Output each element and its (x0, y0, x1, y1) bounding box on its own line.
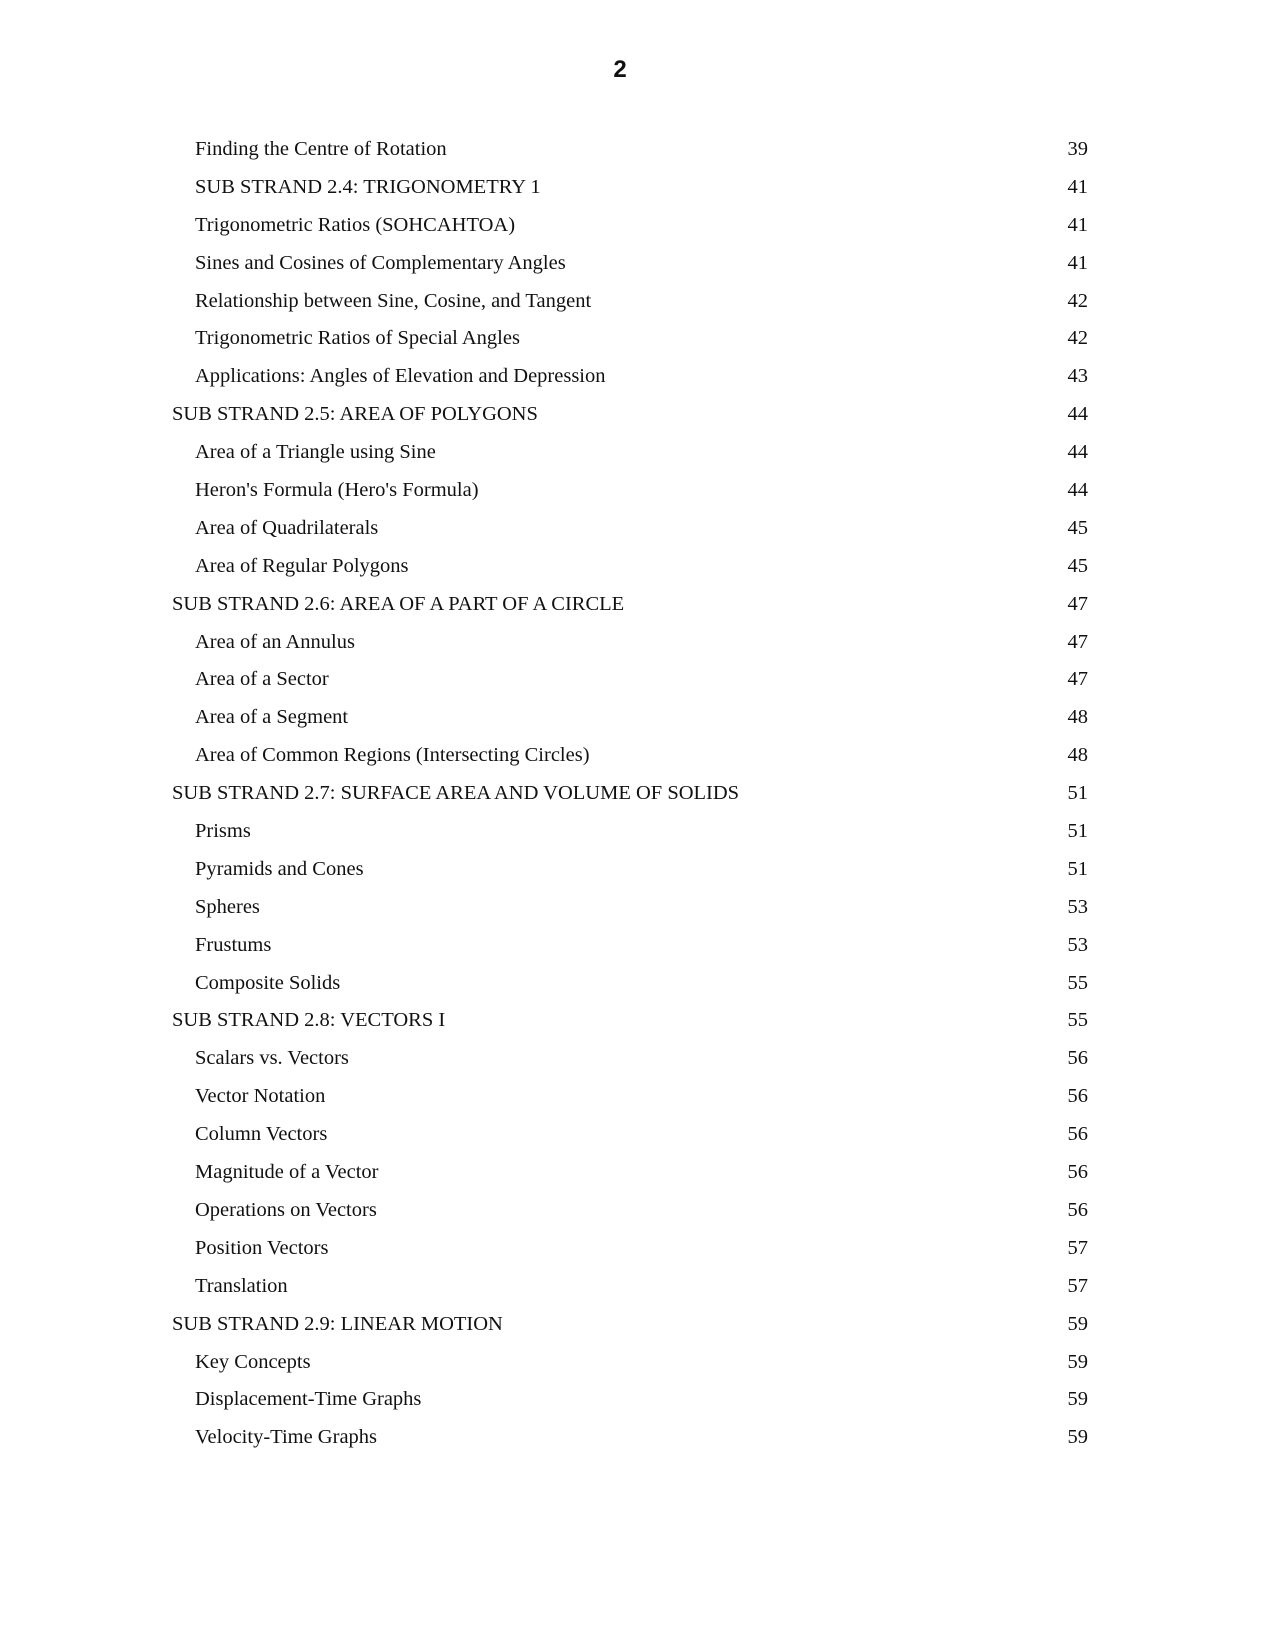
toc-entry-page: 56 (1067, 1123, 1088, 1146)
toc-entry-page: 43 (1067, 365, 1088, 388)
toc-entry[interactable] (195, 358, 1088, 396)
toc-entry-page: 53 (1067, 895, 1088, 918)
toc-entry-title: Pyramids and Cones (195, 857, 364, 880)
toc-entry-title: SUB STRAND 2.4: TRIGONOMETRY 1 (195, 175, 541, 198)
toc-entry-title: Scalars vs. Vectors (195, 1047, 349, 1070)
toc-entry-page: 56 (1067, 1198, 1088, 1221)
toc-entry-page: 56 (1067, 1047, 1088, 1070)
toc-entry[interactable] (195, 889, 1088, 927)
toc-entry-page: 56 (1067, 1085, 1088, 1108)
toc-entry-page: 57 (1067, 1274, 1088, 1297)
toc-entry-page: 51 (1067, 820, 1088, 843)
toc-entry[interactable] (195, 1116, 1088, 1154)
toc-entry[interactable] (195, 1344, 1088, 1382)
toc-entry-page: 44 (1067, 479, 1088, 502)
toc-entry-page: 42 (1067, 327, 1088, 350)
toc-entry-title: Position Vectors (195, 1236, 329, 1259)
toc-entry[interactable] (195, 245, 1088, 283)
toc-entry-title: Sines and Cosines of Complementary Angles (195, 251, 566, 274)
toc-entry[interactable] (195, 927, 1088, 965)
toc-entry-title: Spheres (195, 895, 260, 918)
toc-entry-page: 47 (1067, 630, 1088, 653)
toc-entry[interactable] (195, 472, 1088, 510)
toc-entry-title: Column Vectors (195, 1123, 328, 1146)
toc-entry-title: Translation (195, 1274, 288, 1297)
toc-entry-page: 55 (1067, 971, 1088, 994)
toc-entry-title: SUB STRAND 2.9: LINEAR MOTION (172, 1312, 503, 1335)
toc-entry-page: 59 (1067, 1388, 1088, 1411)
toc-entry-title: Operations on Vectors (195, 1198, 377, 1221)
toc-entry[interactable] (195, 1040, 1088, 1078)
toc-entry-page: 51 (1067, 782, 1088, 805)
toc-entry[interactable] (195, 813, 1088, 851)
toc-section-entry[interactable] (172, 1002, 1088, 1040)
toc-entry-title: Area of Common Regions (Intersecting Circles) (195, 744, 590, 767)
toc-entry-page: 48 (1067, 744, 1088, 767)
toc-entry[interactable] (195, 1154, 1088, 1192)
toc-entry-page: 42 (1067, 289, 1088, 312)
toc-entry-page: 59 (1067, 1426, 1088, 1449)
toc-entry-page: 48 (1067, 706, 1088, 729)
toc-entry[interactable] (195, 131, 1088, 169)
toc-entry[interactable] (195, 1381, 1088, 1419)
toc-entry-title: Vector Notation (195, 1085, 326, 1108)
toc-entry-page: 41 (1067, 213, 1088, 236)
toc-entry-title: Heron's Formula (Hero's Formula) (195, 479, 479, 502)
toc-entry-title: SUB STRAND 2.8: VECTORS I (172, 1009, 446, 1032)
toc-section-entry[interactable] (172, 586, 1088, 624)
toc-entry-title: Area of a Segment (195, 706, 349, 729)
toc-entry-title: Frustums (195, 933, 272, 956)
toc-entry-title: SUB STRAND 2.6: AREA OF A PART OF A CIRCLE (172, 592, 625, 615)
toc-entry[interactable] (195, 1268, 1088, 1306)
page-number: 2 (613, 56, 627, 83)
toc-entry-title: Composite Solids (195, 971, 341, 994)
toc-entry-title: Applications: Angles of Elevation and Depression (195, 365, 606, 388)
toc-entry-title: Area of Regular Polygons (195, 554, 409, 577)
toc-entry[interactable] (195, 1230, 1088, 1268)
toc-entry[interactable] (195, 699, 1088, 737)
toc-entry[interactable] (195, 548, 1088, 586)
toc-entry-title: Key Concepts (195, 1350, 311, 1373)
toc-entry-page: 44 (1067, 403, 1088, 426)
toc-entry[interactable] (195, 661, 1088, 699)
toc-entry-title: Area of an Annulus (195, 630, 355, 653)
toc-section-entry[interactable] (172, 396, 1088, 434)
toc-entry-page: 59 (1067, 1350, 1088, 1373)
toc-entry[interactable] (195, 207, 1088, 245)
toc-entry-title: Prisms (195, 820, 251, 843)
toc-entry[interactable] (195, 434, 1088, 472)
toc-entry-title: Relationship between Sine, Cosine, and Tangent (195, 289, 592, 312)
toc-entry-page: 47 (1067, 668, 1088, 691)
toc-entry-page: 45 (1067, 554, 1088, 577)
toc-entry[interactable] (195, 283, 1088, 321)
toc-entry-title: Displacement-Time Graphs (195, 1388, 422, 1411)
toc-entry-page: 56 (1067, 1161, 1088, 1184)
table-of-contents (0, 131, 1275, 1457)
toc-section-entry[interactable] (172, 1306, 1088, 1344)
toc-entry-title: Trigonometric Ratios of Special Angles (195, 327, 520, 350)
toc-entry-page: 53 (1067, 933, 1088, 956)
toc-entry-title: Area of a Sector (195, 668, 329, 691)
toc-entry[interactable] (195, 320, 1088, 358)
toc-entry-title: Area of a Triangle using Sine (195, 441, 436, 464)
toc-entry-page: 47 (1067, 592, 1088, 615)
toc-entry[interactable] (195, 737, 1088, 775)
toc-entry-page: 39 (1067, 138, 1088, 160)
toc-entry[interactable] (195, 624, 1088, 662)
toc-entry-title: Trigonometric Ratios (SOHCAHTOA) (195, 213, 516, 236)
toc-entry[interactable] (195, 169, 1088, 207)
toc-entry-title: Magnitude of a Vector (195, 1161, 379, 1184)
toc-entry-page: 51 (1067, 857, 1088, 880)
toc-entry-title: Finding the Centre of Rotation (195, 138, 447, 160)
toc-entry-page: 45 (1067, 516, 1088, 539)
toc-entry-page: 41 (1067, 175, 1088, 198)
toc-entry-page: 59 (1067, 1312, 1088, 1335)
toc-entry[interactable] (195, 851, 1088, 889)
toc-entry-title: Velocity-Time Graphs (195, 1426, 378, 1449)
toc-section-entry[interactable] (172, 775, 1088, 813)
toc-entry[interactable] (195, 1192, 1088, 1230)
toc-entry[interactable] (195, 1419, 1088, 1457)
toc-entry-page: 57 (1067, 1236, 1088, 1259)
toc-entry[interactable] (195, 510, 1088, 548)
toc-entry-title: SUB STRAND 2.7: SURFACE AREA AND VOLUME OF SOLIDS (172, 782, 740, 805)
toc-entry[interactable] (195, 965, 1088, 1003)
toc-entry-title: Area of Quadrilaterals (195, 516, 379, 539)
toc-entry-title: SUB STRAND 2.5: AREA OF POLYGONS (172, 403, 538, 426)
toc-entry-page: 41 (1067, 251, 1088, 274)
toc-entry[interactable] (195, 1078, 1088, 1116)
toc-entry-page: 44 (1067, 441, 1088, 464)
toc-entry-page: 55 (1067, 1009, 1088, 1032)
